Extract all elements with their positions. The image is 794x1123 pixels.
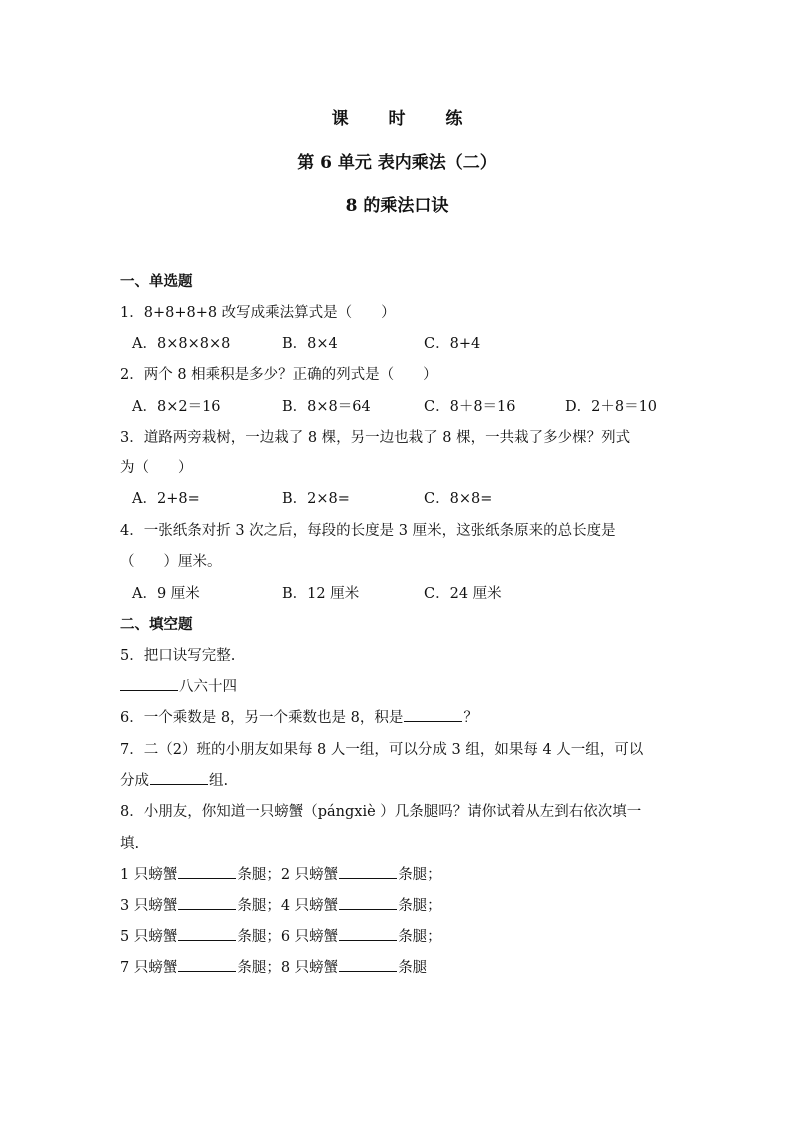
unit-text: 条腿； [237, 960, 281, 976]
answer-blank[interactable] [339, 957, 397, 972]
question-1-option-c: C．8+4 [424, 336, 481, 352]
lesson-title: 8 的乘法口诀 [345, 196, 449, 216]
question-4-option-b: B．12 厘米 [282, 586, 360, 602]
question-2-option-b: B．8×8＝64 [282, 399, 371, 415]
answer-blank[interactable] [150, 770, 208, 785]
answer-blank[interactable] [178, 926, 236, 941]
question-5-text: 八六十四 [179, 679, 237, 695]
crab-count-label: 1 只螃蟹 [120, 867, 178, 883]
crab-row [120, 956, 427, 977]
question-4-option-a: A．9 厘米 [132, 586, 200, 602]
answer-blank[interactable] [120, 676, 178, 691]
crab-count-label: 8 只螃蟹 [280, 960, 339, 976]
answer-blank[interactable] [178, 957, 236, 972]
section-heading-single-choice: 一、单选题 [120, 273, 193, 290]
question-5-stem: 5．把口诀写完整. [120, 648, 236, 664]
crab-count-label: 4 只螃蟹 [280, 898, 339, 914]
question-7-suffix: 组. [209, 773, 229, 789]
question-3-option-a: A．2+8= [132, 491, 200, 507]
unit-text: 条腿； [237, 929, 281, 945]
crab-count-label: 5 只螃蟹 [120, 929, 178, 945]
question-6-suffix: ？ [463, 710, 478, 726]
unit-title: 第 6 单元 表内乘法（二） [297, 153, 497, 173]
question-1-option-b: B．8×4 [282, 336, 338, 352]
question-3-stem-line1: 3．道路两旁栽树，一边栽了 8 棵，另一边也栽了 8 棵，一共栽了多少棵？列式 [120, 430, 631, 446]
crab-row [120, 925, 442, 946]
unit-text: 条腿； [398, 898, 442, 914]
question-4-stem-line1: 4．一张纸条对折 3 次之后，每段的长度是 3 厘米，这张纸条原来的总长度是 [120, 523, 616, 539]
answer-blank[interactable] [404, 707, 462, 722]
question-6 [120, 706, 478, 727]
question-1-stem: 1．8+8+8+8 改写成乘法算式是（ ） [120, 305, 396, 321]
question-5-answer-line [120, 675, 237, 696]
question-4-option-c: C．24 厘米 [424, 586, 502, 602]
unit-text: 条腿 [398, 960, 428, 976]
answer-blank[interactable] [178, 895, 236, 910]
question-8-line2: 填. [120, 836, 140, 852]
crab-count-label: 2 只螃蟹 [280, 867, 339, 883]
question-1-option-a: A．8×8×8×8 [132, 336, 231, 352]
question-8-line1: 8．小朋友，你知道一只螃蟹（pángxiè ）几条腿吗？请你试着从左到右依次填一 [120, 804, 642, 820]
answer-blank[interactable] [339, 864, 397, 879]
question-2-option-d: D．2＋8＝10 [565, 399, 658, 415]
question-3-option-c: C．8×8= [424, 491, 493, 507]
answer-blank[interactable] [339, 926, 397, 941]
page-title: 课 时 练 [331, 109, 480, 129]
crab-row [120, 863, 442, 884]
question-7-text: 分成 [120, 773, 149, 789]
crab-count-label: 7 只螃蟹 [120, 960, 178, 976]
question-7-line2 [120, 769, 228, 790]
question-4-stem-line2: （ ）厘米。 [120, 554, 222, 570]
answer-blank[interactable] [339, 895, 397, 910]
question-6-text: 6．一个乘数是 8，另一个乘数也是 8，积是 [120, 710, 404, 726]
section-heading-fill-blank: 二、填空题 [120, 616, 193, 633]
question-2-stem: 2．两个 8 相乘积是多少？正确的列式是（ ） [120, 367, 438, 383]
question-7-line1: 7．二（2）班的小朋友如果每 8 人一组，可以分成 3 组，如果每 4 人一组，可以 [120, 742, 644, 758]
unit-text: 条腿； [237, 898, 281, 914]
question-2-option-a: A．8×2＝16 [132, 399, 221, 415]
crab-row [120, 894, 442, 915]
unit-text: 条腿； [398, 929, 442, 945]
unit-text: 条腿； [237, 867, 281, 883]
answer-blank[interactable] [178, 864, 236, 879]
crab-count-label: 3 只螃蟹 [120, 898, 178, 914]
unit-text: 条腿； [398, 867, 442, 883]
question-3-option-b: B．2×8= [282, 491, 350, 507]
question-2-option-c: C．8＋8＝16 [424, 399, 516, 415]
crab-count-label: 6 只螃蟹 [280, 929, 339, 945]
question-3-stem-line2: 为（ ） [120, 460, 193, 476]
